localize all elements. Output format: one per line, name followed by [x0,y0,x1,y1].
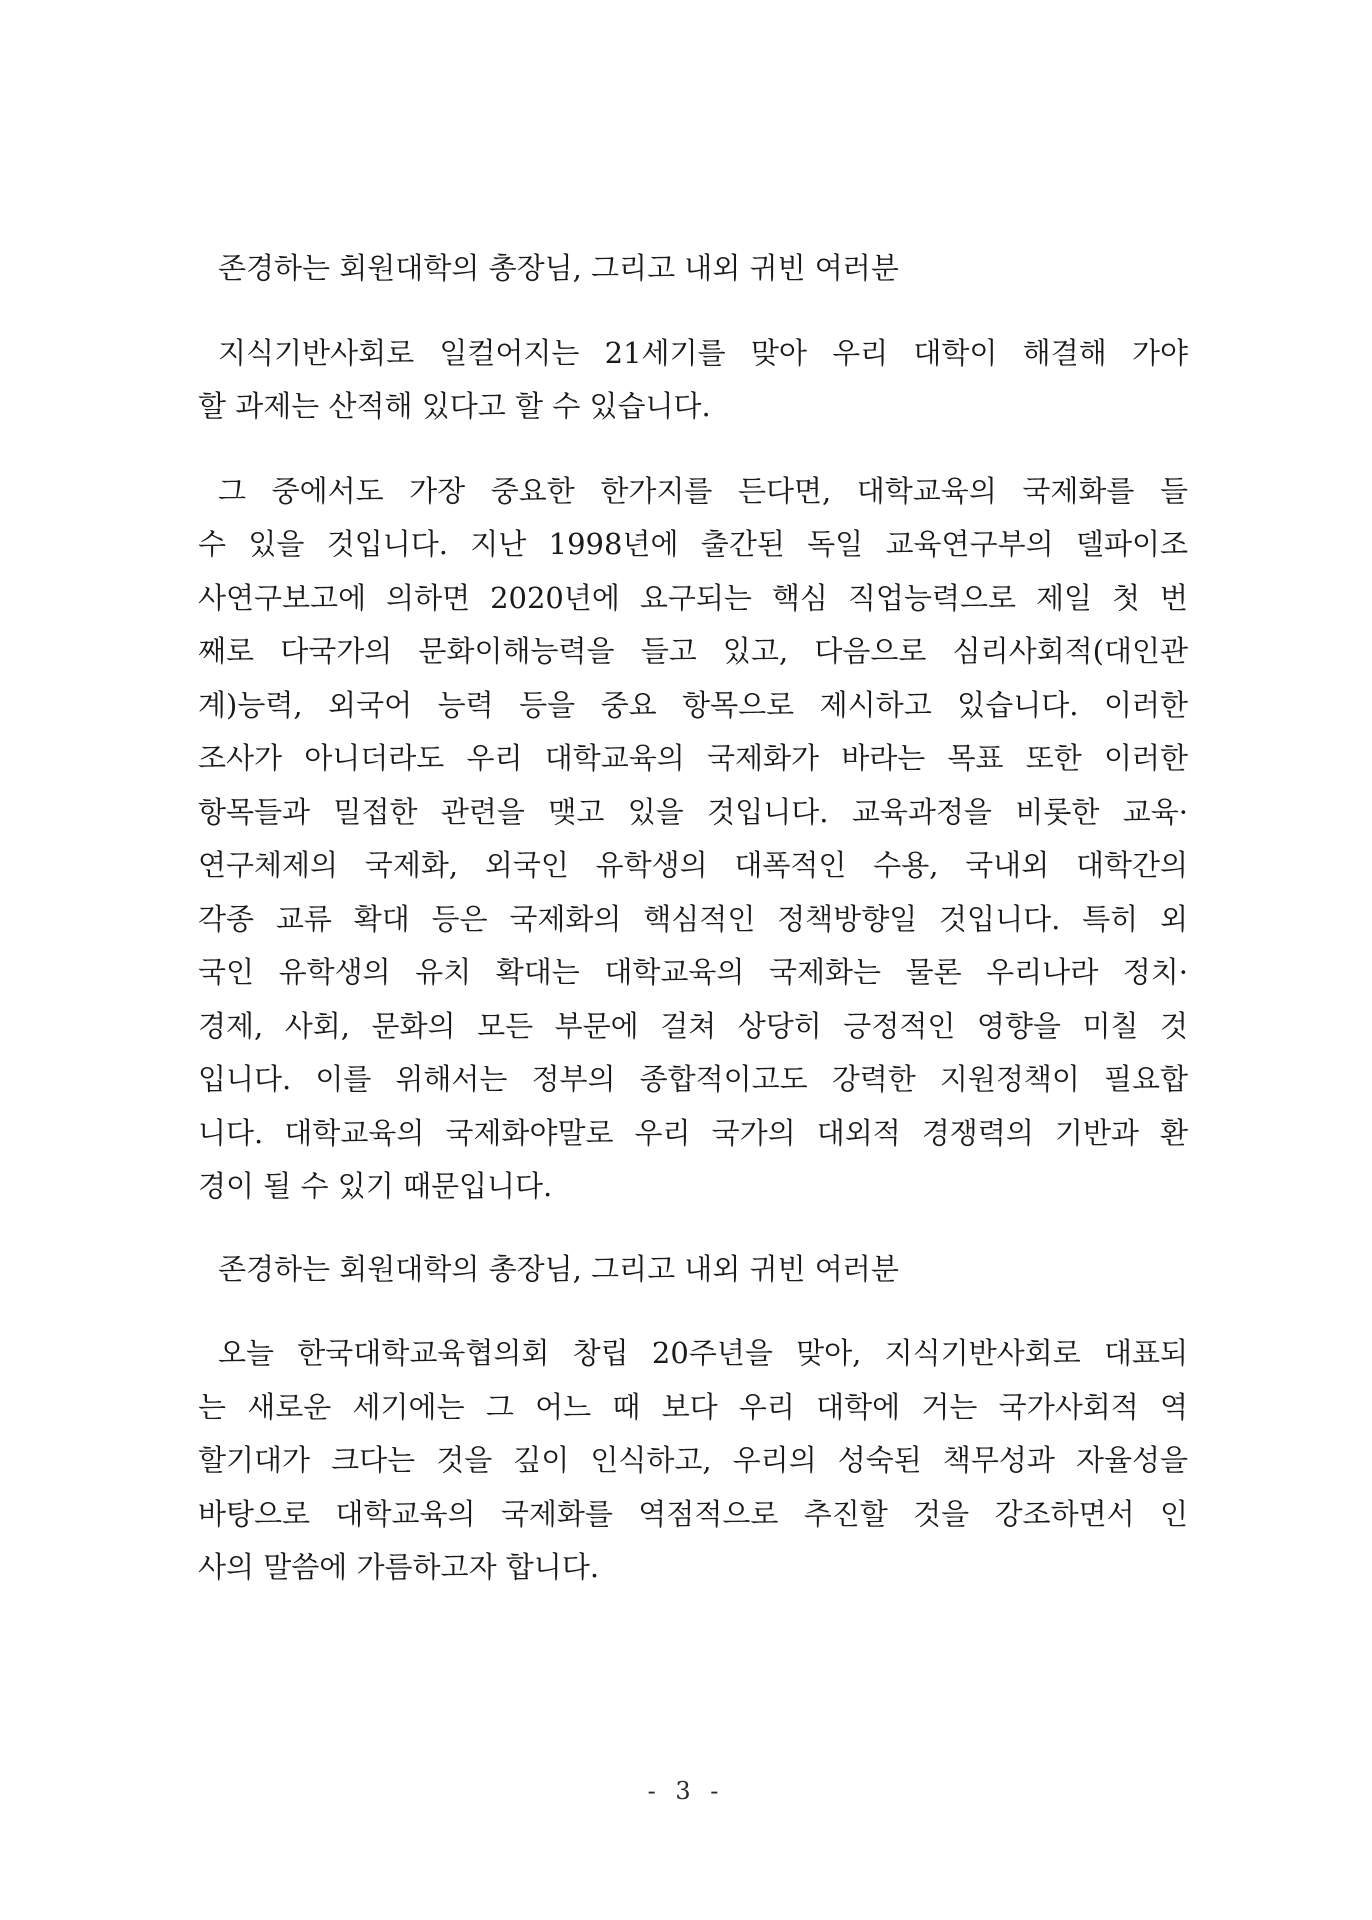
text-line: 존경하는 회원대학의 총장님, 그리고 내외 귀빈 여러분 [218,251,899,285]
text-line: 바탕으로 대학교육의 국제화를 역점적으로 추진할 것을 강조하면서 인 [198,1496,1188,1531]
text-line: 경제, 사회, 문화의 모든 부문에 걸쳐 상당히 긍정적인 영향을 미칠 것 [198,1008,1188,1043]
text-line: 입니다. 이를 위해서는 정부의 종합적이고도 강력한 지원정책이 필요합 [198,1062,1188,1096]
text-line: 존경하는 회원대학의 총장님, 그리고 내외 귀빈 여러분 [218,1251,899,1286]
body-paragraph [198,1327,1188,1595]
text-line: 오늘 한국대학교육협의회 창립 20주년을 맞아, 지식기반사회로 대표되 [218,1336,1188,1370]
text-line: 째로 다국가의 문화이해능력을 들고 있고, 다음으로 심리사회적(대인관 [198,634,1188,668]
text-line: 할기대가 크다는 것을 깊이 인식하고, 우리의 성숙된 책무성과 자율성을 [198,1443,1188,1477]
text-line: 그 중에서도 가장 중요한 한가지를 든다면, 대학교육의 국제화를 들 [218,473,1188,508]
text-line: 계)능력, 외국어 능력 등을 중요 항목으로 제시하고 있습니다. 이러한 [198,687,1188,722]
salutation-paragraph [198,1243,1188,1297]
text-line: 니다. 대학교육의 국제화야말로 우리 국가의 대외적 경쟁력의 기반과 환 [198,1115,1188,1150]
text-line: 조사가 아니더라도 우리 대학교육의 국제화가 바라는 목표 또한 이러한 [198,741,1188,775]
text-line: 사연구보고에 의하면 2020년에 요구되는 핵심 직업능력으로 제일 첫 번 [198,580,1188,615]
text-line: 는 새로운 세기에는 그 어느 때 보다 우리 대학에 거는 국가사회적 역 [198,1389,1188,1424]
document-body [198,242,1188,1595]
text-line: 항목들과 밀접한 관련을 맺고 있을 것입니다. 교육과정을 비롯한 교육· [198,794,1188,829]
page-number: - 3 - [647,1777,725,1805]
text-line: 수 있을 것입니다. 지난 1998년에 출간된 독일 교육연구부의 델파이조 [198,527,1188,561]
text-line: 할 과제는 산적해 있다고 할 수 있습니다. [198,389,711,423]
text-line: 각종 교류 확대 등은 국제화의 핵심적인 정책방향일 것입니다. 특히 외 [198,901,1188,936]
body-paragraph [198,327,1188,434]
text-line: 사의 말씀에 가름하고자 합니다. [198,1550,600,1584]
text-line: 경이 될 수 있기 때문입니다. [198,1169,553,1203]
text-line: 연구체제의 국제화, 외국인 유학생의 대폭적인 수용, 국내외 대학간의 [198,848,1188,882]
body-paragraph [198,465,1188,1214]
text-line: 국인 유학생의 유치 확대는 대학교육의 국제화는 물론 우리나라 정치· [198,955,1188,989]
text-line: 지식기반사회로 일컬어지는 21세기를 맞아 우리 대학이 해결해 가야 [218,335,1188,370]
salutation-paragraph [198,242,1188,296]
